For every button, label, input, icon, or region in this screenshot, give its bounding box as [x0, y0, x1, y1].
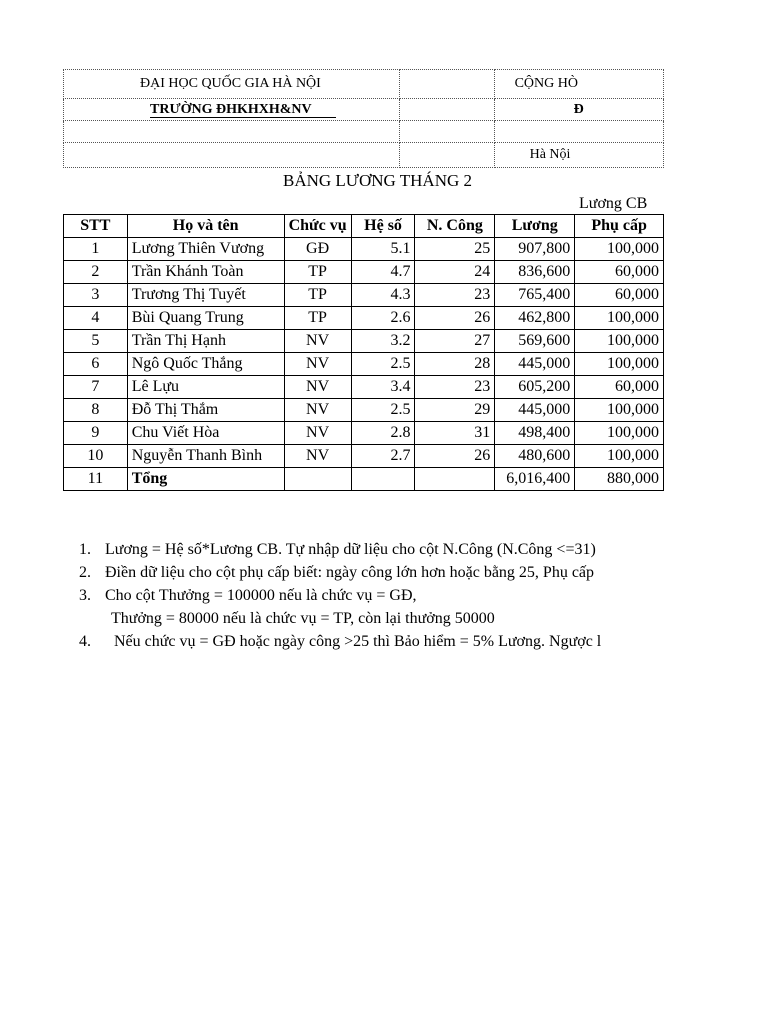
table-header-row [64, 215, 664, 238]
note-item [59, 633, 601, 651]
cell-stt: 2 [64, 261, 128, 284]
cell-name: Đỗ Thị Thắm [127, 399, 284, 422]
note-text: Thưởng = 80000 nếu là chức vụ = TP, còn lại thưởng 50000 [111, 610, 495, 627]
cell-coef: 2.5 [351, 353, 415, 376]
cell-position: NV [284, 353, 351, 376]
total-label: Tổng [127, 468, 284, 491]
header-empty-cell [400, 99, 495, 121]
cell-salary: 462,800 [495, 307, 575, 330]
cell-name: Nguyễn Thanh Bình [127, 445, 284, 468]
empty-cell [284, 468, 351, 491]
col-header-stt: STT [64, 215, 128, 238]
cell-stt: 3 [64, 284, 128, 307]
cell-salary: 569,600 [495, 330, 575, 353]
header-block [63, 69, 664, 168]
cell-stt: 7 [64, 376, 128, 399]
col-header-salary: Lương [495, 215, 575, 238]
col-header-coef: Hệ số [351, 215, 415, 238]
table-row [64, 399, 664, 422]
header-empty-cell [494, 121, 663, 143]
table-row [64, 238, 664, 261]
page-title: BẢNG LƯƠNG THÁNG 2 [283, 171, 473, 190]
table-row [64, 376, 664, 399]
note-text: Nếu chức vụ = GĐ hoặc ngày công >25 thì Bảo hiểm = 5% Lương. Ngược l [114, 633, 602, 650]
cell-salary: 907,800 [495, 238, 575, 261]
cell-name: Lương Thiên Vương [127, 238, 284, 261]
cell-allowance: 100,000 [575, 330, 664, 353]
cell-days: 29 [415, 399, 495, 422]
cell-days: 24 [415, 261, 495, 284]
cell-stt: 1 [64, 238, 128, 261]
cell-position: TP [284, 261, 351, 284]
col-header-position: Chức vụ [284, 215, 351, 238]
note-number: 4. [79, 633, 91, 650]
cell-salary: 836,600 [495, 261, 575, 284]
cell-position: TP [284, 284, 351, 307]
cell-days: 26 [415, 307, 495, 330]
cell-coef: 2.6 [351, 307, 415, 330]
cell-allowance: 100,000 [575, 238, 664, 261]
cell-allowance: 100,000 [575, 307, 664, 330]
empty-cell [415, 468, 495, 491]
empty-cell [351, 468, 415, 491]
cell-allowance: 60,000 [575, 261, 664, 284]
cell-position: NV [284, 399, 351, 422]
cell-position: GĐ [284, 238, 351, 261]
header-empty-cell [64, 143, 400, 168]
header-empty-cell [400, 70, 495, 99]
cell-salary: 498,400 [495, 422, 575, 445]
cell-allowance: 100,000 [575, 422, 664, 445]
cell-salary: 765,400 [495, 284, 575, 307]
table-row [64, 422, 664, 445]
cell-stt: 8 [64, 399, 128, 422]
cell-allowance: 100,000 [575, 445, 664, 468]
table-row [64, 330, 664, 353]
university-name: ĐẠI HỌC QUỐC GIA HÀ NỘI [64, 70, 400, 99]
note-item [59, 587, 417, 605]
cell-name: Lê Lựu [127, 376, 284, 399]
cell-name: Trương Thị Tuyết [127, 284, 284, 307]
base-salary-label: Lương CB [579, 195, 648, 212]
place-date: Hà Nội [494, 143, 663, 168]
cell-position: TP [284, 307, 351, 330]
note-text: Lương = Hệ số*Lương CB. Tự nhập dữ liệu cho cột N.Công (N.Công <=31) [105, 541, 596, 558]
salary-table [63, 214, 664, 491]
note-number: 1. [79, 541, 91, 558]
cell-coef: 3.4 [351, 376, 415, 399]
table-row [64, 261, 664, 284]
cell-coef: 5.1 [351, 238, 415, 261]
cell-salary: 480,600 [495, 445, 575, 468]
cell-stt: 6 [64, 353, 128, 376]
note-item [59, 541, 596, 559]
school-name-text: TRƯỜNG ĐHKHXH&NV [150, 102, 336, 118]
motto-fragment: Đ [494, 99, 663, 121]
col-header-allowance: Phụ cấp [575, 215, 664, 238]
cell-name: Bùi Quang Trung [127, 307, 284, 330]
cell-days: 23 [415, 284, 495, 307]
cell-position: NV [284, 330, 351, 353]
cell-stt: 5 [64, 330, 128, 353]
cell-days: 27 [415, 330, 495, 353]
cell-salary: 445,000 [495, 353, 575, 376]
cell-days: 31 [415, 422, 495, 445]
cell-salary: 605,200 [495, 376, 575, 399]
cell-allowance: 60,000 [575, 376, 664, 399]
table-row [64, 353, 664, 376]
cell-coef: 3.2 [351, 330, 415, 353]
cell-salary: 445,000 [495, 399, 575, 422]
header-empty-cell [400, 143, 495, 168]
table-row [64, 284, 664, 307]
cell-allowance: 100,000 [575, 399, 664, 422]
cell-coef: 2.5 [351, 399, 415, 422]
cell-days: 25 [415, 238, 495, 261]
cell-coef: 4.7 [351, 261, 415, 284]
cell-name: Trần Khánh Toàn [127, 261, 284, 284]
republic-heading: CỘNG HÒ [494, 70, 663, 99]
note-number: 3. [79, 587, 91, 604]
total-allowance: 880,000 [575, 468, 664, 491]
col-header-name: Họ và tên [127, 215, 284, 238]
total-stt: 11 [64, 468, 128, 491]
table-row [64, 445, 664, 468]
header-empty-cell [64, 121, 400, 143]
total-salary: 6,016,400 [495, 468, 575, 491]
cell-position: NV [284, 422, 351, 445]
cell-allowance: 100,000 [575, 353, 664, 376]
note-text: Điền dữ liệu cho cột phụ cấp biết: ngày công lớn hơn hoặc bằng 25, Phụ cấp [105, 564, 595, 581]
total-row [64, 468, 664, 491]
cell-name: Chu Viết Hòa [127, 422, 284, 445]
header-empty-cell [400, 121, 495, 143]
cell-coef: 2.8 [351, 422, 415, 445]
table-row [64, 307, 664, 330]
col-header-days: N. Công [415, 215, 495, 238]
cell-stt: 10 [64, 445, 128, 468]
note-item [59, 564, 594, 582]
school-name [64, 99, 400, 121]
note-text: Cho cột Thưởng = 100000 nếu là chức vụ = GĐ, [105, 587, 417, 604]
cell-position: NV [284, 376, 351, 399]
cell-stt: 9 [64, 422, 128, 445]
cell-coef: 4.3 [351, 284, 415, 307]
cell-name: Ngô Quốc Thắng [127, 353, 284, 376]
note-number: 2. [79, 564, 91, 581]
cell-position: NV [284, 445, 351, 468]
cell-days: 23 [415, 376, 495, 399]
cell-stt: 4 [64, 307, 128, 330]
cell-days: 28 [415, 353, 495, 376]
cell-allowance: 60,000 [575, 284, 664, 307]
cell-days: 26 [415, 445, 495, 468]
cell-coef: 2.7 [351, 445, 415, 468]
note-item [111, 610, 495, 628]
cell-name: Trần Thị Hạnh [127, 330, 284, 353]
